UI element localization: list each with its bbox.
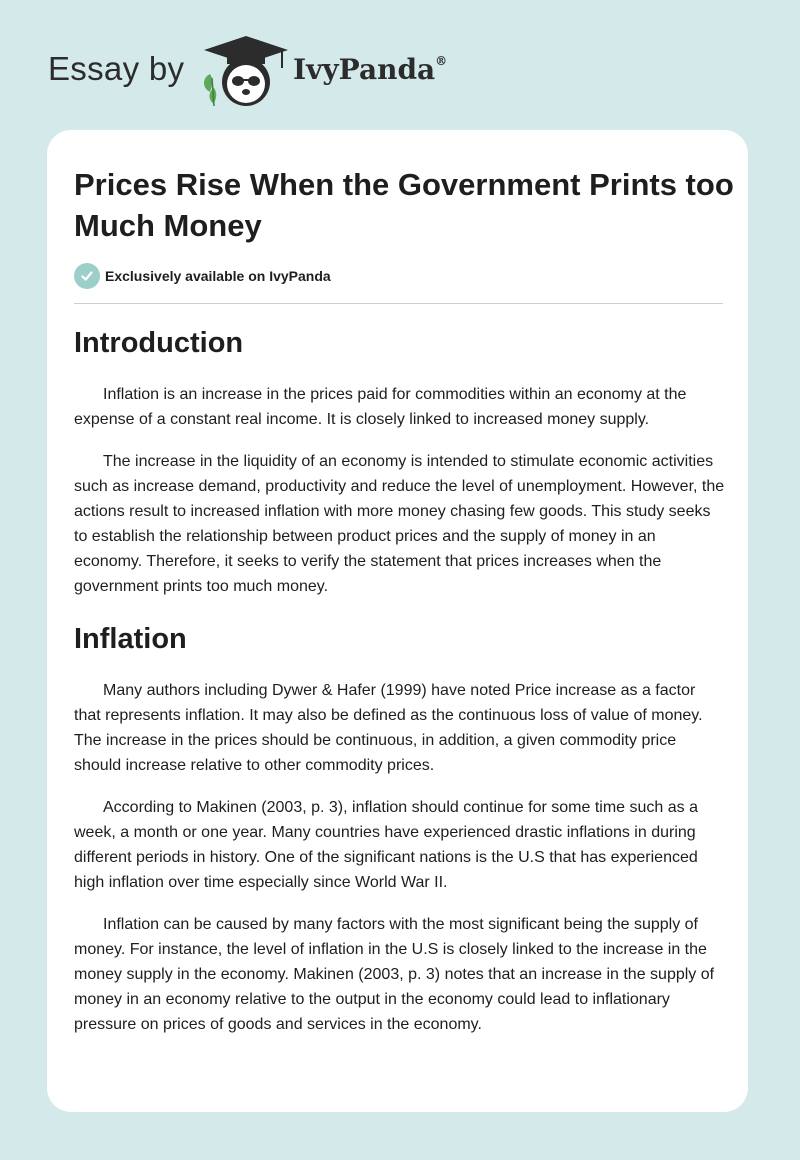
- check-icon: [74, 263, 100, 289]
- paragraph: Inflation is an increase in the prices paid for commodities within an economy at the expense of a constant real income. It is closely linked to increased money supply.: [74, 386, 687, 428]
- brand-label: IvyPanda: [293, 53, 436, 86]
- essay-body: [74, 323, 726, 1037]
- paragraph: Many authors including Dywer & Hafer (1999) have noted Price increase as a factor that represents inflation. It may also be defined as the continuous loss of value of money. The increase in the prices should be continuous, in addition, a given commodity price should increase relative to other commodity prices.: [74, 682, 703, 774]
- section-heading-introduction: Introduction: [74, 327, 244, 359]
- paragraph: Inflation can be caused by many factors with the most significant being the supply of money. For instance, the level of inflation in the U.S is closely linked to the increase in the money supply in the economy. Makinen (2003, p. 3) notes that an increase in the supply of money in an economy relative to the output in the economy could lead to inflationary pressure on prices of goods and services in the economy.: [74, 916, 715, 1033]
- paragraph: According to Makinen (2003, p. 3), inflation should continue for some time such as a week, a month or one year. Many countries have experienced drastic inflations in during different periods in history. One of the significant nations is the U.S that has experienced high inflation over time especially since World War II.: [74, 799, 698, 891]
- exclusive-badge: [74, 263, 331, 289]
- essay-card: [47, 130, 748, 1112]
- divider: [74, 303, 723, 304]
- registered-mark: ®: [435, 53, 448, 68]
- essay-by-label: Essay by: [48, 50, 185, 87]
- site-header: [0, 0, 800, 120]
- panda-logo-icon[interactable]: [200, 34, 292, 113]
- page-title: Prices Rise When the Government Prints too Much Money: [74, 167, 734, 243]
- brand-name[interactable]: [293, 53, 447, 86]
- paragraph: The increase in the liquidity of an economy is intended to stimulate economic activities such as increase demand, productivity and reduce the level of unemployment. However, the actions result to increased inflation with more money chasing few goods. This study seeks to establish the relationship between product prices and the supply of money in an economy. Therefore, it seeks to verify the statement that prices increases when the government prints too much money.: [74, 453, 725, 595]
- section-heading-inflation: Inflation: [74, 623, 187, 655]
- exclusive-badge-label: Exclusively available on IvyPanda: [105, 268, 331, 284]
